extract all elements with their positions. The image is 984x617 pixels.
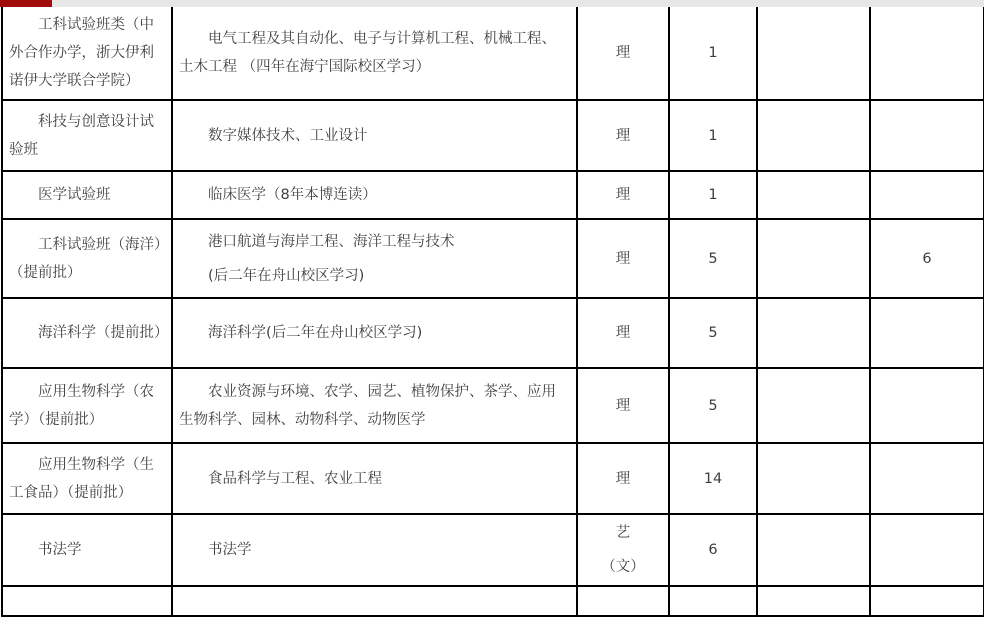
- category-text: 理: [615, 45, 631, 61]
- table-row: [2, 7, 984, 100]
- plan-cell: [669, 171, 757, 219]
- program-text: 科技与创意设计试验班: [9, 113, 154, 158]
- majors-cell: [172, 7, 577, 100]
- admission-plan-table: [1, 7, 984, 617]
- program-text: 工科试验班类（中外合作办学，浙大伊利诺伊大学联合学院）: [9, 17, 154, 89]
- program-cell: [2, 443, 172, 514]
- program-text: 应用生物科学（生工食品）（提前批）: [9, 456, 154, 501]
- majors-text: (后二年在舟山校区学习): [208, 267, 365, 284]
- category-cell: [577, 443, 669, 514]
- extra1-cell: [757, 443, 870, 514]
- extra1-cell: [757, 100, 870, 171]
- plan-text: 1: [708, 127, 718, 144]
- majors-cell: [172, 171, 577, 219]
- program-text: 书法学: [38, 542, 82, 558]
- plan-text: 5: [708, 250, 718, 267]
- plan-text: 5: [708, 397, 718, 414]
- extra1-cell: [757, 368, 870, 443]
- plan-text: 5: [708, 325, 718, 341]
- majors-cell: [172, 298, 577, 368]
- program-text: 海洋科学（提前批）: [38, 325, 169, 341]
- plan-text: 14: [703, 470, 723, 487]
- plan-cell: [669, 7, 757, 100]
- majors-cell: [172, 368, 577, 443]
- plan-cell: [669, 298, 757, 368]
- program-cell: [2, 100, 172, 171]
- majors-text: 临床医学（8年本博连读）: [208, 187, 377, 203]
- table-row: [2, 100, 984, 171]
- extra1-cell: [757, 171, 870, 219]
- category-cell: [577, 7, 669, 100]
- program-text: 工科试验班（海洋）（提前批）: [9, 236, 162, 281]
- category-text: 理: [615, 470, 631, 487]
- program-cell: [2, 171, 172, 219]
- table-row: [2, 298, 984, 368]
- category-cell: [577, 100, 669, 171]
- program-cell: [2, 514, 172, 586]
- program-cell: [2, 7, 172, 100]
- plan-cell: [669, 100, 757, 171]
- majors-text: 农业资源与环境、农学、园艺、植物保护、茶学、应用生物科学、园林、动物科学、动物医学: [179, 383, 556, 428]
- majors-cell: [172, 443, 577, 514]
- program-text: 医学试验班: [38, 187, 111, 203]
- category-text: 理: [615, 250, 631, 267]
- program-text: 应用生物科学（农学）（提前批）: [9, 383, 154, 428]
- majors-text: 数字媒体技术、工业设计: [208, 127, 368, 144]
- majors-cell: [172, 514, 577, 586]
- majors-cell: [172, 100, 577, 171]
- program-cell: [2, 368, 172, 443]
- majors-text: 食品科学与工程、农业工程: [208, 470, 382, 487]
- majors-text: 书法学: [208, 542, 252, 558]
- plan-cell: [669, 514, 757, 586]
- program-cell: [2, 219, 172, 298]
- table-row: [2, 514, 984, 586]
- extra1-cell: [757, 219, 870, 298]
- table-row: [2, 368, 984, 443]
- plan-text: 1: [708, 187, 718, 203]
- majors-text: 电气工程及其自动化、电子与计算机工程、机械工程、土木工程 （四年在海宁国际校区学习）: [179, 31, 556, 75]
- top-strip: [0, 0, 984, 7]
- category-cell: [577, 368, 669, 443]
- category-cell: [577, 298, 669, 368]
- plan-cell: [669, 219, 757, 298]
- extra2-cell: [870, 298, 984, 368]
- category-text: 艺: [615, 525, 631, 541]
- majors-text: 港口航道与海岸工程、海洋工程与技术: [208, 233, 455, 250]
- category-cell: [577, 171, 669, 219]
- extra2-cell: [870, 7, 984, 100]
- category-text: 理: [615, 397, 631, 414]
- extra1-cell: [757, 298, 870, 368]
- category-text: 理: [615, 127, 631, 144]
- plan-text: 1: [708, 45, 718, 61]
- top-accent-bar: [0, 0, 52, 7]
- table-row: [2, 219, 984, 298]
- table-row: [2, 443, 984, 514]
- table-row: [2, 171, 984, 219]
- category-text: 理: [615, 325, 631, 341]
- table-body: [2, 7, 984, 616]
- extra2-cell: [870, 171, 984, 219]
- extra2-cell: [870, 514, 984, 586]
- extra1-cell: [757, 514, 870, 586]
- category-cell: [577, 219, 669, 298]
- extra2-cell: [870, 100, 984, 171]
- category-cell: [577, 514, 669, 586]
- program-cell: [2, 298, 172, 368]
- majors-cell: [172, 219, 577, 298]
- category-text: 理: [615, 187, 631, 203]
- extra1-cell: [757, 7, 870, 100]
- extra2-cell: [870, 443, 984, 514]
- extra2-cell: [870, 219, 984, 298]
- majors-text: 海洋科学(后二年在舟山校区学习): [208, 325, 423, 341]
- plan-cell: [669, 443, 757, 514]
- plan-cell: [669, 368, 757, 443]
- plan-text: 6: [708, 542, 718, 558]
- extra2-text: 6: [922, 250, 932, 267]
- category-text: （文）: [601, 559, 645, 575]
- extra2-cell: [870, 368, 984, 443]
